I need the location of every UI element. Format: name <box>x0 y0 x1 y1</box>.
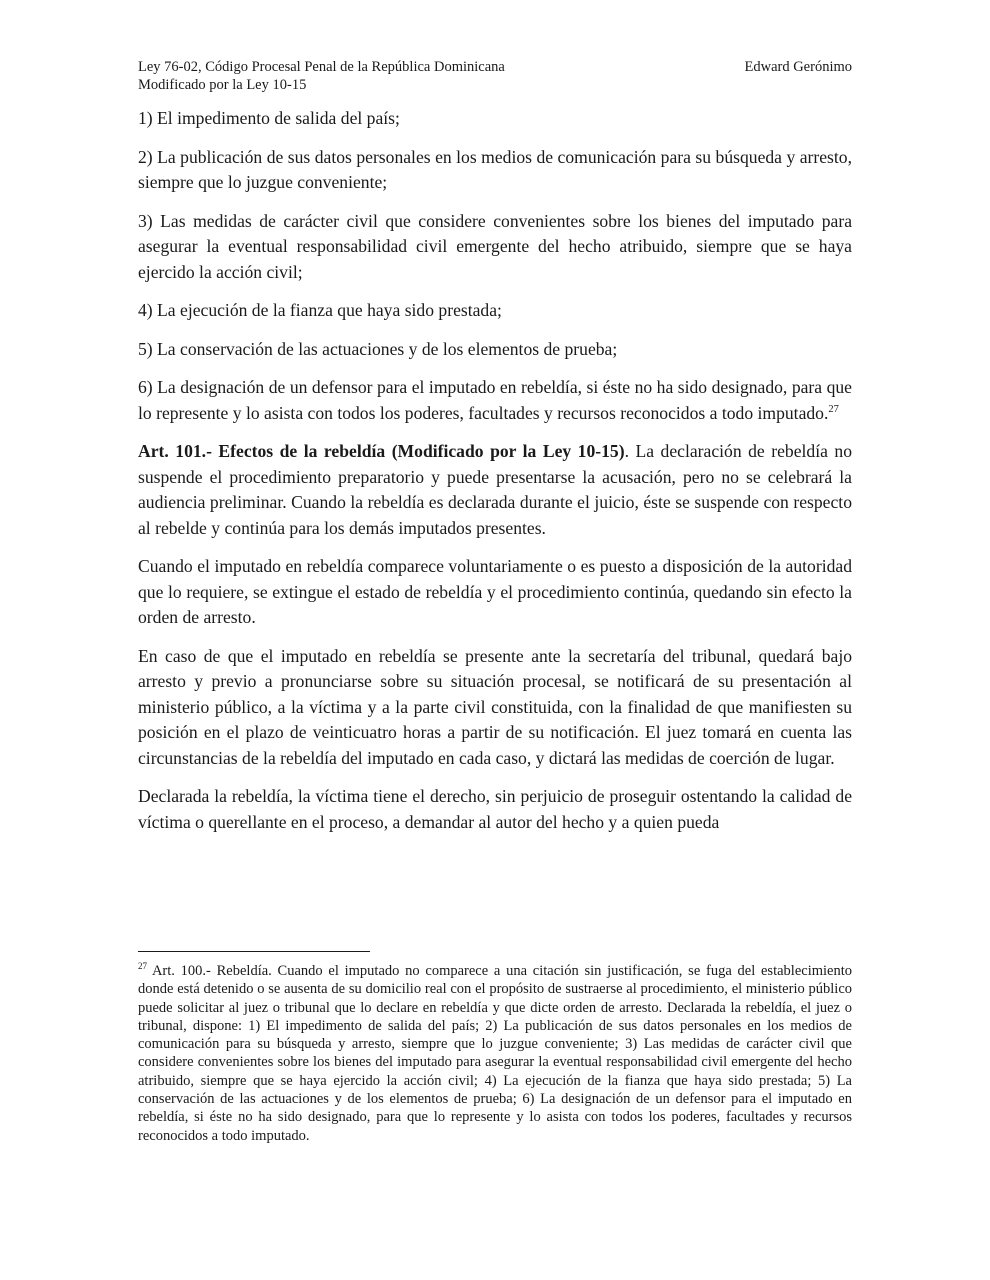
list-item: 3) Las medidas de carácter civil que considere convenientes sobre los bienes del imputado para asegurar la eventual responsabilidad civil emergente del hecho atribuido, siempre que se haya ejercido la acción civil; <box>138 210 852 282</box>
footnote-reference[interactable]: 27 <box>828 403 839 415</box>
list-item: 4) La ejecución de la fianza que haya sido prestada; <box>138 300 502 320</box>
article-paragraph: En caso de que el imputado en rebeldía se presente ante la secretaría del tribunal, quedará bajo arresto y previo a pronunciarse sobre su situación procesal, se notificará de su presentación al ministerio público, a la víctima y a la parte civil constituida, con la finalidad de que manifiesten su posición en el plazo de veinticuatro horas a partir de su notificación. El juez tomará en cuenta las circunstancias de la rebeldía del imputado en cada caso, y dictará las medidas de coerción de lugar. <box>138 645 852 768</box>
list-item <box>138 375 852 426</box>
list-item: 5) La conservación de las actuaciones y de los elementos de prueba; <box>138 338 618 359</box>
body-text <box>138 106 852 835</box>
list-item: 2) La publicación de sus datos personales en los medios de comunicación para su búsqueda y arresto, siempre que lo juzgue conveniente; <box>138 146 852 192</box>
article-paragraph: Cuando el imputado en rebeldía comparece voluntariamente o es puesto a disposición de la autoridad que lo requiere, se extingue el estado de rebeldía y el procedimiento continúa, quedando sin efecto la orden de arresto. <box>138 556 852 627</box>
article-paragraph <box>138 439 852 541</box>
article-intro: . La declaración de rebeldía no suspende el procedimiento preparatorio y puede presentarse la acusación, pero no se celebrará la audiencia preliminar. Cuando la rebeldía es declarada durante el juicio, éste se suspende con respecto al rebelde y continúa para los demás imputados presentes. <box>138 441 852 538</box>
header-title-line2: Modificado por la Ley 10-15 <box>138 77 307 93</box>
footnote <box>138 962 852 1145</box>
header-title-line1: Ley 76-02, Código Procesal Penal de la República Dominicana <box>138 59 505 75</box>
footnote-separator <box>138 951 370 952</box>
document-page <box>138 58 852 848</box>
list-item: 1) El impedimento de salida del país; <box>138 108 400 128</box>
list-item-6-text: 6) La designación de un defensor para el imputado en rebeldía, si éste no ha sido designado, para que lo represente y lo asista con todos los poderes, facultades y recursos reconocidos a todo imputado. <box>138 377 852 423</box>
footnote-text: Art. 100.- Rebeldía. Cuando el imputado no comparece a una citación sin justificación, se fuga del establecimiento donde está detenido o se ausenta de su domicilio real con el propósito de sustraerse al procedimiento, el ministerio público puede solicitar al juez o tribunal que lo declare en rebeldía y que dicte orden de arresto. Declarada la rebeldía, el juez o tribunal, dispone: 1) El impedimento de salida del país; 2) La publicación de sus datos personales en los medios de comunicación para su búsqueda y arresto, siempre que lo juzgue conveniente; 3) Las medidas de carácter civil que considere convenientes sobre los bienes del imputado para asegurar la eventual responsabilidad civil emergente del hecho atribuido, siempre que se haya ejercido la acción civil; 4) La ejecución de la fianza que haya sido prestada; 5) La conservación de las actuaciones y de los elementos de prueba; 6) La designación de un defensor para el imputado en rebeldía, si éste no ha sido designado, para que lo represente y lo asista con todos los poderes, facultades y recursos reconocidos a todo imputado. <box>138 963 852 1144</box>
footnote-number: 27 <box>138 961 147 972</box>
article-heading: Art. 101.- Efectos de la rebeldía (Modificado por la Ley 10-15) <box>138 441 625 461</box>
header-author: Edward Gerónimo <box>744 59 852 75</box>
page-header <box>138 58 852 94</box>
article-paragraph: Declarada la rebeldía, la víctima tiene el derecho, sin perjuicio de proseguir ostentando la calidad de víctima o querellante en el proceso, a demandar al autor del hecho y a quien pueda <box>138 786 852 832</box>
